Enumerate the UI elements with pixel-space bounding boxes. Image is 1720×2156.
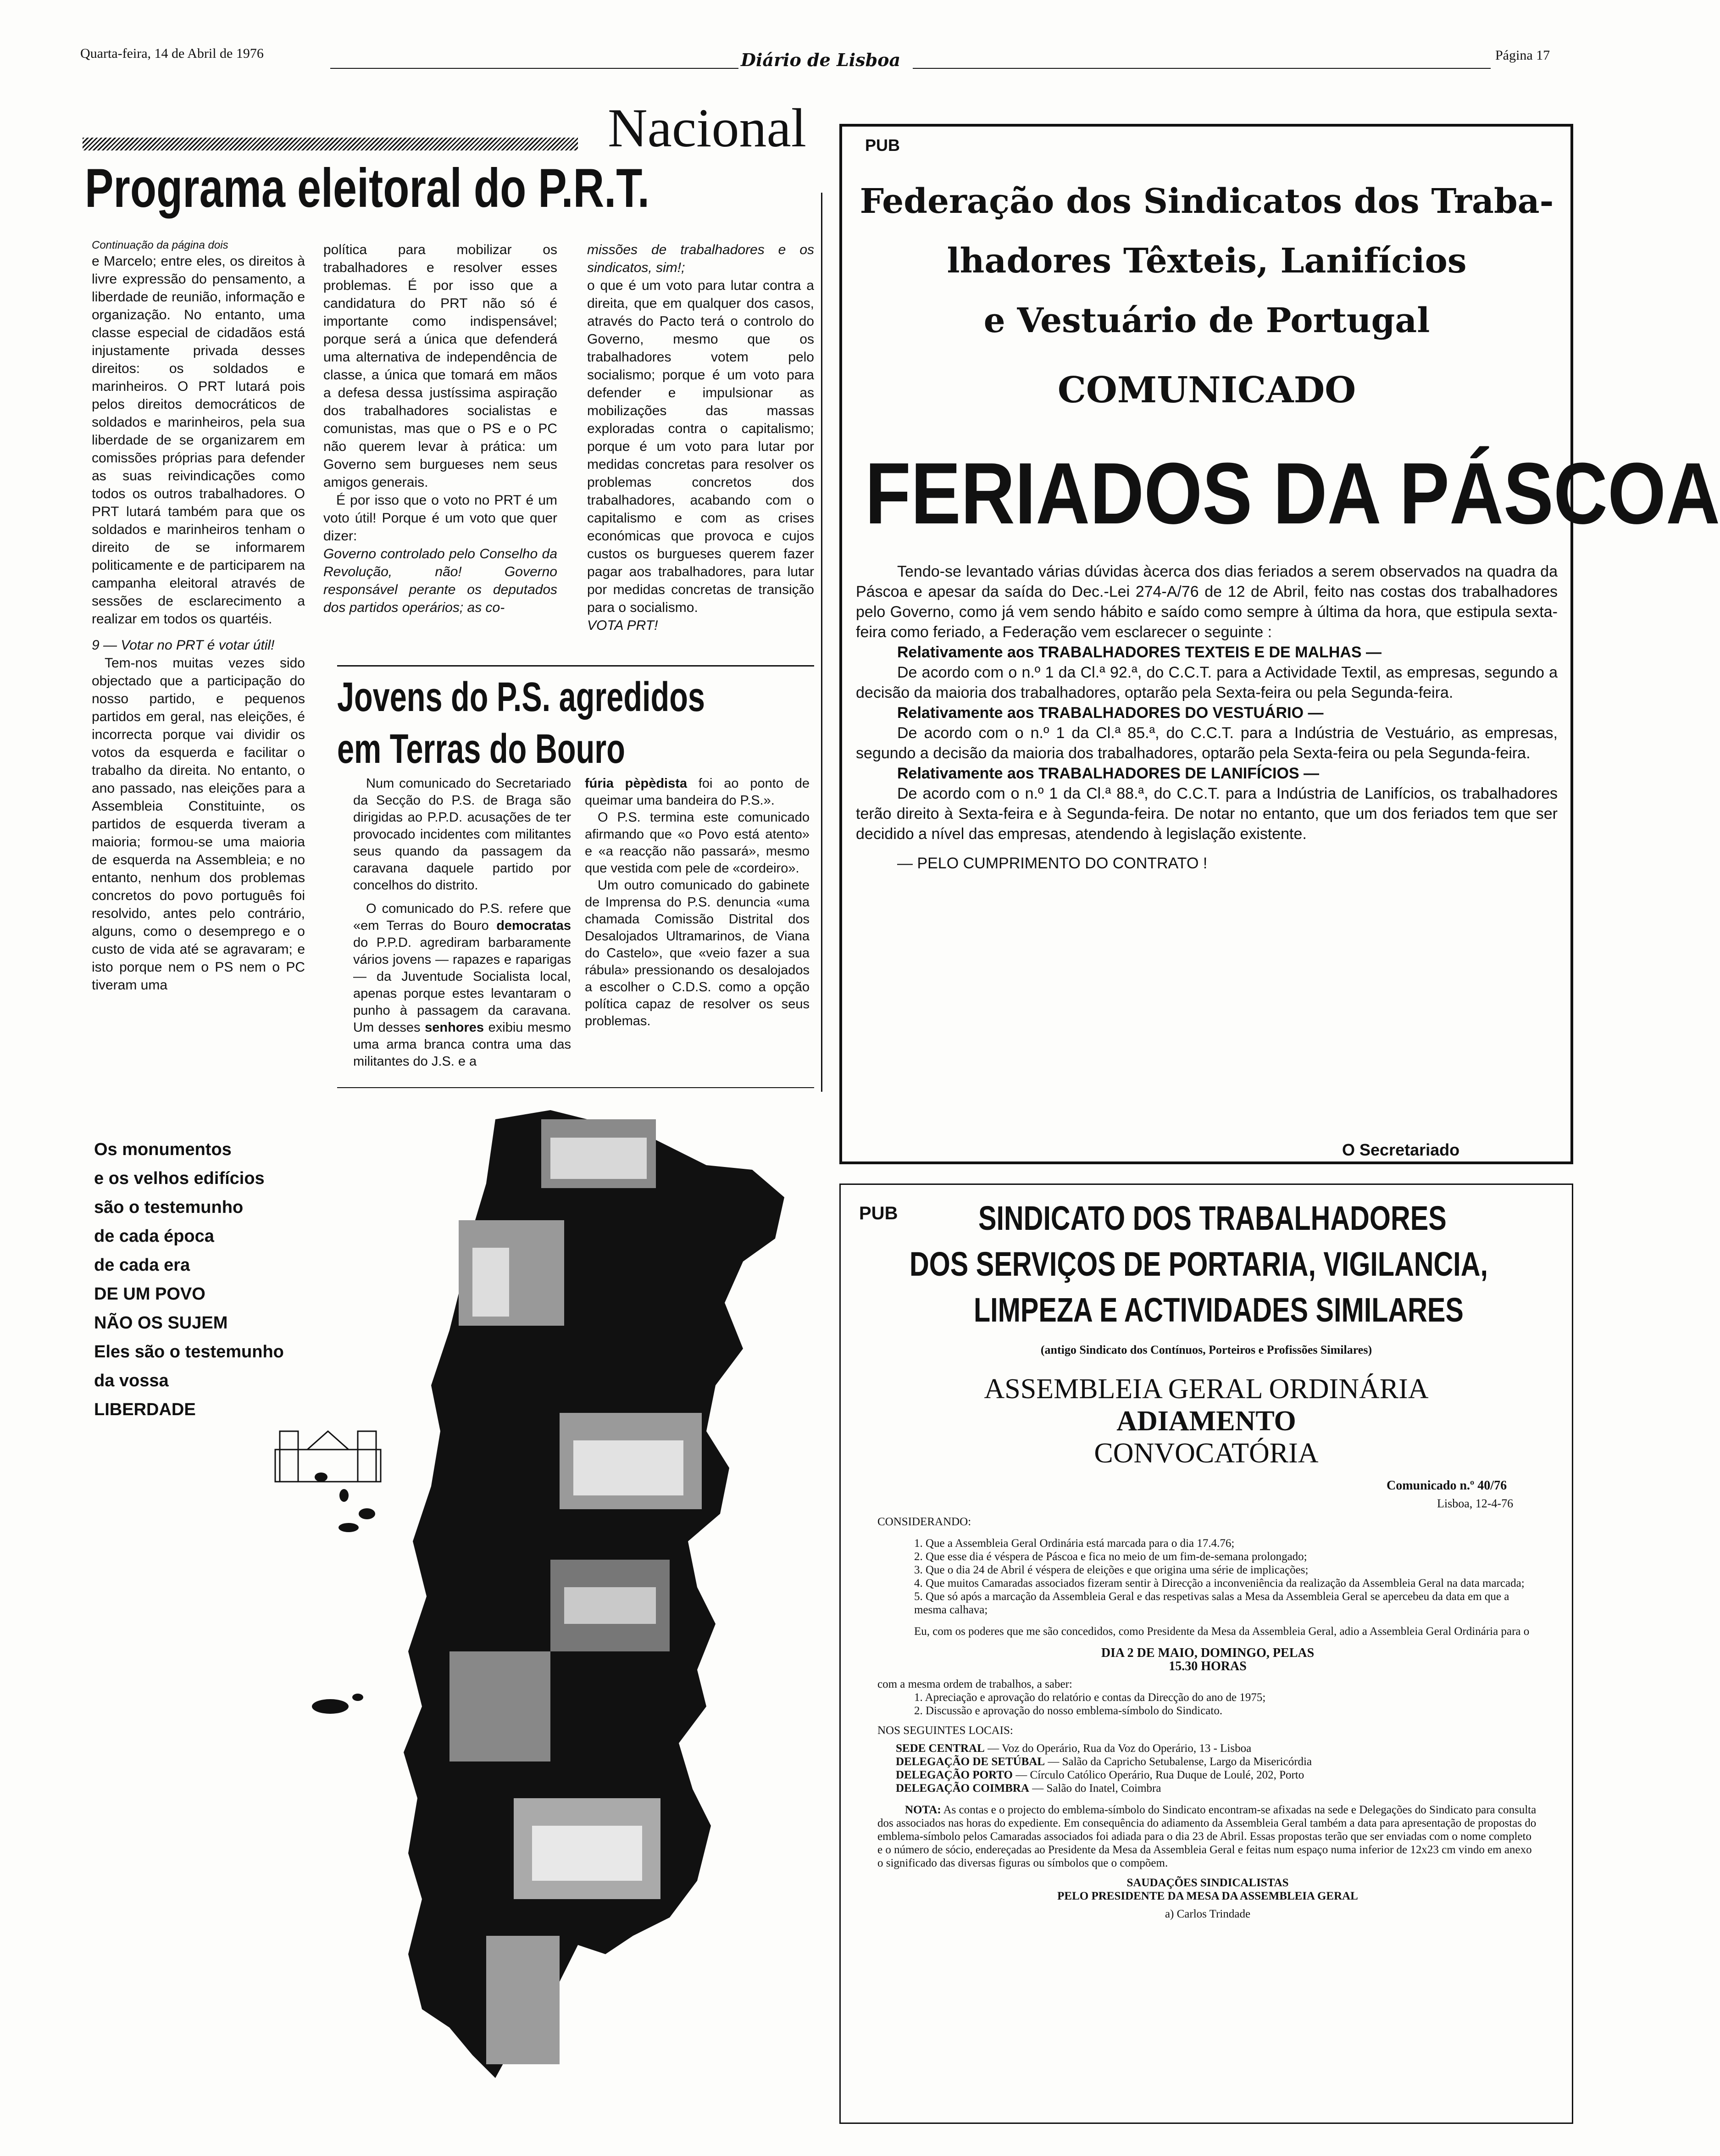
ad2-item: 2. Que esse dia é véspera de Páscoa e fica no meio de um fim-de-semana prolongado; [914,1550,1307,1563]
column-rule [821,193,822,1092]
prt-col3-italic: missões de trabalhadores e os sindicatos, sim!; [587,242,814,275]
ad2-date-1: DIA 2 DE MAIO, DOMINGO, PELAS [1101,1646,1315,1660]
ad2-org-line-3: LIMPEZA E ACTIVIDADES SIMILARES [974,1291,1464,1329]
ad1-signature: O Secretariado [1342,1140,1460,1159]
ad2-reference: Comunicado n.º 40/76 [1387,1478,1507,1493]
ad-federacao [839,124,1720,1164]
ad2-location-address: — Círculo Católico Operário, Rua Duque de Loulé, 202, Porto [1015,1769,1304,1781]
ad2-item: 1. Que a Assembleia Geral Ordinária está marcada para o dia 17.4.76; [914,1537,1235,1550]
prt-col1-heading: 9 — Votar no PRT é votar útil! [92,638,275,653]
ad2-former-name: (antigo Sindicato dos Contínuos, Porteiros e Profissões Similares) [1040,1343,1372,1356]
ad1-headline: FERIADOS DA PÁSCOA [865,445,1720,542]
prt-continuation: Continuação da página dois [92,239,228,251]
poster-line: da vossa [94,1371,169,1390]
ad2-place-date: Lisboa, 12-4-76 [1437,1497,1514,1510]
ps-col-a2-pre: O comunicado do P.S. refere que «em Terras do Bouro [353,901,571,933]
ad2-location-address: — Salão da Capricho Setubalense, Largo da Misericórdia [1048,1756,1312,1768]
ad1-pub-label: PUB [865,136,900,155]
ps-column-b [585,775,810,1030]
ad2-nota: As contas e o projecto do emblema-símbolo do Sindicato encontram-se afixadas na sede e Delegações do Sindicato para consulta dos associados nas horas do expediente. Em consequência do adiamento da Assembleia Geral também a data para apresentação de propostas do emblema-símbolo pelos Camaradas associados foi adiada para o dia 23 de Abril. Essas propostas terão que ser enviadas com o nome completo e o número de sócio, endereçadas ao Presidente da Mesa da Assembleia Geral e feitas num espaço numa inferior de 12x23 cm vindo em anexo o significado das diversas figuras ou símbolos que o compõem. [877,1804,1537,1869]
ps-col-a2-end: exibiu mesmo uma arma branca contra uma das militantes do J.S. e a [353,1020,571,1069]
ad1-body [856,561,1558,873]
header-rule-left [330,68,738,69]
ad1-org-line-3: e Vestuário de Portugal [983,301,1430,340]
ad1-heading-3: Relativamente aos TRABALHADORES DE LANIFÍCIOS — [897,765,1320,782]
ad2-poderes: Eu, com os poderes que me são concedidos, como Presidente da Mesa da Assembleia Geral, adio a Assembleia Geral Ordinária para o [914,1625,1530,1638]
poster-line: LIBERDADE [94,1400,196,1419]
ad1-org-line-2: lhadores Têxteis, Lanifícios [947,241,1467,281]
poster-line: NÃO OS SUJEM [94,1313,228,1333]
ad2-item: 5. Que só após a marcação da Assembleia Geral e das respetivas salas a Mesa da Assembleia Geral se apercebeu da data em que a mesma calhava; [914,1590,1509,1616]
monument-photo-7 [486,1936,560,2064]
poster-line: são o testemunho [94,1198,244,1217]
prt-column-3 [587,241,814,634]
ps-col-a2-mid: do P.P.D. agrediram barbaramente vários jovens — rapazes e raparigas — da Juventude Socialista local, apenas porque estes levantaram o punho à passagem da caravana. Um desses [353,935,571,1035]
ad2-location-name: SEDE CENTRAL [896,1742,985,1755]
ps-col-a2-bold2: senhores [425,1020,484,1035]
island [352,1694,363,1701]
ad2-ordem-item: 2. Discussão e aprovação do nosso emblema-símbolo do Sindicato. [914,1705,1223,1717]
ad2-item: 3. Que o dia 24 de Abril é véspera de eleições e que origina uma série de implicações; [914,1564,1309,1576]
ad-sindicato-portaria [839,1184,1573,2124]
island [312,1699,349,1714]
ad1-heading-2: Relativamente aos TRABALHADORES DO VESTUÁRIO — [897,704,1324,722]
header-date: Quarta-feira, 14 de Abril de 1976 [80,46,264,61]
ad2-org-line-1: SINDICATO DOS TRABALHADORES [978,1199,1447,1237]
section-title: Nacional [608,97,807,158]
prt-col2b-text: É por isso que o voto no PRT é um voto útil! Porque é um voto que quer dizer: [323,493,557,544]
ad2-considerando: CONSIDERANDO: [877,1516,971,1528]
island [338,1523,359,1532]
ad1-para-1: De acordo com o n.º 1 da Cl.ª 92.ª, do C.C.T. para a Actividade Textil, as empresas, segundo a decisão da maioria dos trabalhadores, optarão pela Sexta-feira ou pela Segunda-feira. [856,664,1558,701]
header-paper-name: Diário de Lisboa [741,50,901,70]
ps-headline-line-2: em Terras do Bouro [337,726,625,772]
ad2-title-3: CONVOCATÓRIA [1094,1438,1319,1469]
ad2-location-name: DELEGAÇÃO DE SETÚBAL [896,1756,1045,1768]
ad2-title-2: ADIAMENTO [1116,1406,1296,1437]
poster-line: de cada era [94,1256,190,1275]
prt-col1b-text: Tem-nos muitas vezes sido objectado que a participação do nosso partido, e pequenos partidos em geral, nas eleições, é incorrecta porque vai dividir os votos da esquerda e facilitar o trabalho da direita. No entanto, o ano passado, nas eleições para a Assembleia Constituinte, os partidos de esquerda tiveram a maioria; formou-se uma maioria de esquerda na Assembleia; e no entanto, nenhum dos problemas concretos do povo português foi resolvido, antes pelo contrário, alguns, como o desemprego e o custo de vida até se agravaram; e isto porque nem o PS nem o PC tiveram uma [92,656,305,993]
poster-line: Eles são o testemunho [94,1342,284,1361]
poster-line: de cada época [94,1227,214,1246]
ad1-para-2: De acordo com o n.º 1 da Cl.ª 85.ª, do C.C.T. para a Indústria de Vestuário, as empresas, segundo a decisão da maioria dos trabalhadores, optarão pela Sexta-feira ou pela Segunda-feira. [856,724,1558,762]
ad2-item: 4. Que muitos Camaradas associados fizeram sentir à Direcção a inconveniência da realização da Assembleia Geral na data marcada; [914,1577,1525,1589]
ad2-pub-label: PUB [859,1203,898,1223]
prt-col2-italic: Governo controlado pelo Conselho da Revolução, não! Governo responsável perante os deputados dos partidos operários; as co- [323,546,557,615]
ad2-location-name: DELEGAÇÃO PORTO [896,1769,1013,1781]
island [315,1473,327,1482]
ad2-ordem-item: 1. Apreciação e aprovação do relatório e contas da Direcção do ano de 1975; [914,1691,1266,1704]
ad2-location-name: DELEGAÇÃO COIMBRA [896,1782,1029,1795]
prt-column-1 [92,239,305,994]
ad1-intro: Tendo-se levantado várias dúvidas àcerca dos dias feriados a serem observados na quadra da Páscoa e apesar da saída do Dec.-Lei 274-A/76 de 12 de Abril, feito nas costas dos trabalhadores pelo Governo, como já vem sendo hábito e saído como sempre à última da hora, que estipula sexta-feira como feriado, a Federação vem esclarecer o seguinte : [856,563,1558,641]
ps-col-b-text: foi ao ponto de queimar uma bandeira do P.S.». [585,776,810,808]
ad2-date-2: 15.30 HORAS [1169,1659,1247,1673]
ad2-org-line-2: DOS SERVIÇOS DE PORTARIA, VIGILANCIA, [910,1245,1488,1283]
ad2-title-1: ASSEMBLEIA GERAL ORDINÁRIA [984,1373,1429,1405]
ad2-nota-label: NOTA: [905,1804,941,1816]
ps-article-bottom-rule [337,1087,814,1088]
ps-col-a-text: Num comunicado do Secretariado da Secção do P.S. de Braga são dirigidas ao P.P.D. acusações de ter provocado incidentes com militantes seus quando da passagem da caravana daquele partido por concelhos do distrito. [353,776,571,893]
poster-line: DE UM POVO [94,1284,205,1304]
prt-col2-text: política para mobilizar os trabalhadores e resolver esses problemas. É por isso que a candidatura do PRT não só é importante como indispensável; porque será a única que defenderá uma alternativa de independência de classe, a única que tomará em mãos a defesa dessa justíssima aspiração dos trabalhadores socialistas e comunistas, mas que o PS e o PC não querem levar à prática: um Governo sem burgueses nem seus amigos generais. [323,242,557,490]
section-hatch [83,138,578,150]
poster-line: Os monumentos [94,1140,232,1159]
prt-vote-slogan: VOTA PRT! [587,618,658,633]
ad2-ordem: com a mesma ordem de trabalhos, a saber: [877,1678,1072,1690]
ad2-saudacoes-2: PELO PRESIDENTE DA MESA DA ASSEMBLEIA GERAL [1057,1890,1358,1902]
ps-article-frame-top [337,665,814,667]
prt-col1-text: e Marcelo; entre eles, os direitos à livre expressão do pensamento, a liberdade de reunião, informação e organização. No entanto, uma classe especial de cidadãos está injustamente privada desses direitos: os soldados e marinheiros. O PRT lutará pois pelos direitos democráticos de soldados e marinheiros, pela sua liberdade de se organizarem em comissões próprias para defender as suas reivindicações como todos os outros trabalhadores. O PRT lutará também para que os soldados e marinheiros tenham o direito de se informarem politicamente e de participarem na campanha eleitoral através de sessões de esclarecimento a realizar em todos os quartéis. [92,254,305,627]
ad2-locais: NOS SEGUINTES LOCAIS: [877,1724,1013,1737]
ad2-saudacoes-1: SAUDAÇÕES SINDICALISTAS [1126,1877,1289,1889]
header-rule-right [913,68,1491,69]
ad2-location-address: — Salão do Inatel, Coimbra [1032,1782,1161,1795]
church-drawing [275,1431,381,1482]
ps-col-a2-bold: democratas [496,918,571,933]
prt-headline: Programa eleitoral do P.R.T. [85,157,650,219]
ps-column-a [353,775,571,1070]
island [359,1508,375,1519]
poster-line: e os velhos edifícios [94,1169,265,1188]
ad1-para-3: De acordo com o n.º 1 da Cl.ª 88.ª, do C.C.T. para a Indústria de Lanifícios, os trabalhadores terão direito à Sexta-feira e à Segunda-feira. De notar no entanto, que um dos feriados tem que ser decidido a nível das empresas, atendendo à legislação existente. [856,785,1558,843]
island [339,1489,349,1502]
ps-col-b-bold: fúria pèpèdista [585,776,688,791]
ad2-signature: a) Carlos Trindade [1165,1908,1251,1920]
ps-headline-line-1: Jovens do P.S. agredidos [337,674,705,720]
monument-photo-5 [449,1651,550,1761]
header-page-number: Página 17 [1495,48,1550,63]
ps-col-b2-text: O P.S. termina este comunicado afirmando que «o Povo está atento» e «a reacção não passará», mesmo que vestida com pele de «cordeiro». [585,810,810,876]
ad1-comunicado: COMUNICADO [1057,369,1356,411]
ps-col-b3-text: Um outro comunicado do gabinete de Imprensa do P.S. denuncia «uma chamada Comissão Distrital dos Desalojados Ultramarinos, de Viana do Castelo», que «veio fazer a sua rábula» pressionando os desalojados a escolher o C.D.S. como a opção política capaz de resolver os seus problemas. [585,878,810,1028]
ad1-closing: — PELO CUMPRIMENTO DO CONTRATO ! [897,855,1208,872]
prt-column-2 [323,241,557,617]
prt-col3-text: o que é um voto para lutar contra a direita, que em qualquer dos casos, através do Pacto terá o controlo do Governo, mesmo que os trabalhadores votem pelo socialismo; porque é um voto para defender e impulsionar as mobilizações das massas exploradas contra o capitalismo; porque é um voto para lutar por medidas concretas para resolver os problemas concretos dos trabalhadores, acabando com o capitalismo e com as crises económicas que provoca e cujos custos os burgueses querem fazer pagar aos trabalhadores, para lutar por medidas concretas de transição para o socialismo. [587,278,814,615]
ad1-heading-1: Relativamente aos TRABALHADORES TEXTEIS E DE MALHAS — [897,644,1382,661]
ad1-org-line-1: Federação dos Sindicatos dos Traba- [860,182,1554,221]
ad2-location-address: — Voz do Operário, Rua da Voz do Operário, 13 - Lisboa [988,1742,1252,1755]
ad2-body [877,1515,1538,1921]
portugal-map-illustration [257,1110,798,2083]
